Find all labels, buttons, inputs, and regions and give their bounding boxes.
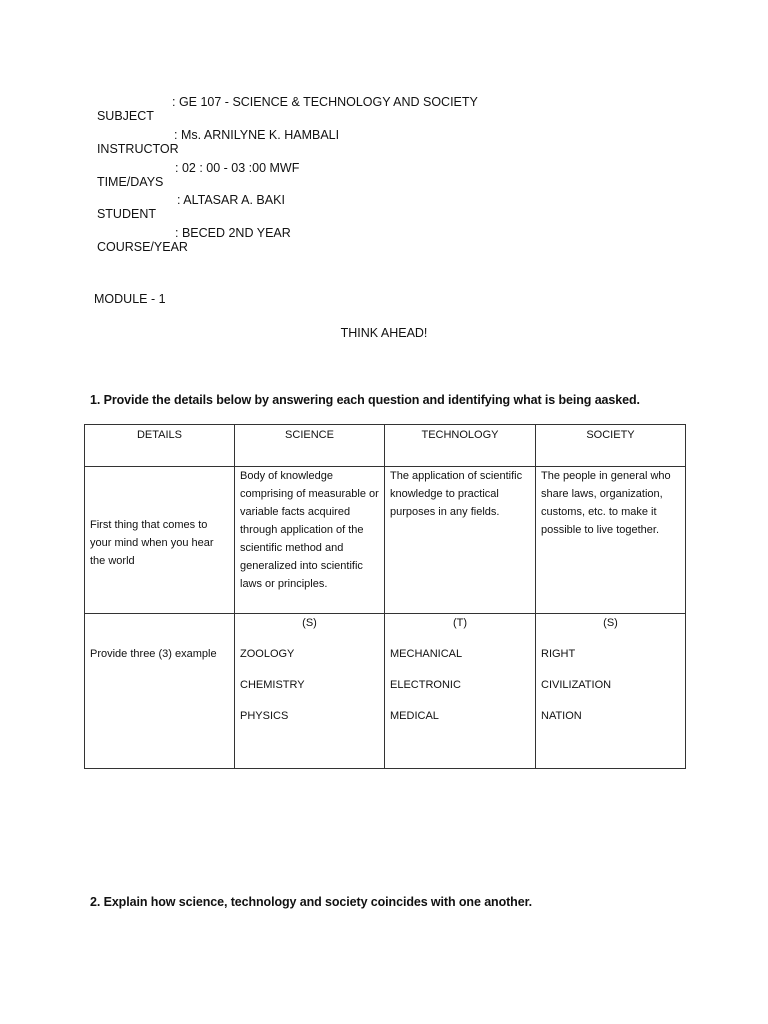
instructor-label: INSTRUCTOR — [96, 142, 179, 156]
society-example: CIVILIZATION — [541, 679, 612, 691]
instructor-value: : Ms. ARNILYNE K. HAMBALI — [174, 128, 340, 142]
module-heading: MODULE - 1 — [94, 292, 166, 306]
technology-example: MEDICAL — [390, 710, 439, 722]
society-example: RIGHT — [541, 648, 576, 660]
technology-symbol: (T) — [452, 617, 468, 629]
row2-science — [235, 614, 385, 769]
science-symbol: (S) — [302, 617, 317, 629]
header-details: DETAILS — [85, 425, 235, 467]
row1-label: First thing that comes to your mind when you hear the world — [85, 467, 235, 614]
student-value: : ALTASAR A. BAKI — [177, 193, 285, 207]
table-row — [85, 614, 686, 769]
header-science: SCIENCE — [235, 425, 385, 467]
society-example: NATION — [541, 710, 582, 722]
student-label: STUDENT — [96, 207, 156, 221]
row2-society — [536, 614, 686, 769]
row2-label: Provide three (3) example — [90, 648, 217, 660]
row1-society: The people in general who share laws, organization, customs, etc. to make it possible to live together. — [536, 467, 686, 614]
society-symbol: (S) — [603, 617, 618, 629]
technology-example: ELECTRONIC — [390, 679, 461, 691]
table-row — [85, 467, 686, 614]
time-days-label: TIME/DAYS — [96, 175, 164, 189]
subject-label: SUBJECT — [96, 109, 154, 123]
header-technology: TECHNOLOGY — [385, 425, 536, 467]
section-title: THINK AHEAD! — [340, 326, 428, 340]
row1-technology: The application of scientific knowledge to practical purposes in any fields. — [385, 467, 536, 614]
question-2: 2. Explain how science, technology and society coincides with one another. — [90, 895, 533, 909]
science-example: CHEMISTRY — [240, 679, 305, 691]
row2-technology — [385, 614, 536, 769]
table-header-row — [85, 425, 686, 467]
question-1: 1. Provide the details below by answering each question and identifying what is being aasked. — [90, 393, 640, 407]
course-year-line — [90, 226, 291, 268]
row2-label-cell — [85, 614, 235, 769]
course-year-value: : BECED 2ND YEAR — [175, 226, 291, 240]
subject-value: : GE 107 - SCIENCE & TECHNOLOGY AND SOCIETY — [172, 95, 478, 109]
details-table — [84, 424, 686, 769]
science-example: PHYSICS — [240, 710, 289, 722]
time-days-value: : 02 : 00 - 03 :00 MWF — [175, 161, 300, 175]
technology-example: MECHANICAL — [390, 648, 463, 660]
header-society: SOCIETY — [536, 425, 686, 467]
course-year-label: COURSE/YEAR — [96, 240, 188, 254]
science-example: ZOOLOGY — [240, 648, 295, 660]
row1-science: Body of knowledge comprising of measurable or variable facts acquired through application of the scientific method and generalized into scientific laws or principles. — [235, 467, 385, 614]
